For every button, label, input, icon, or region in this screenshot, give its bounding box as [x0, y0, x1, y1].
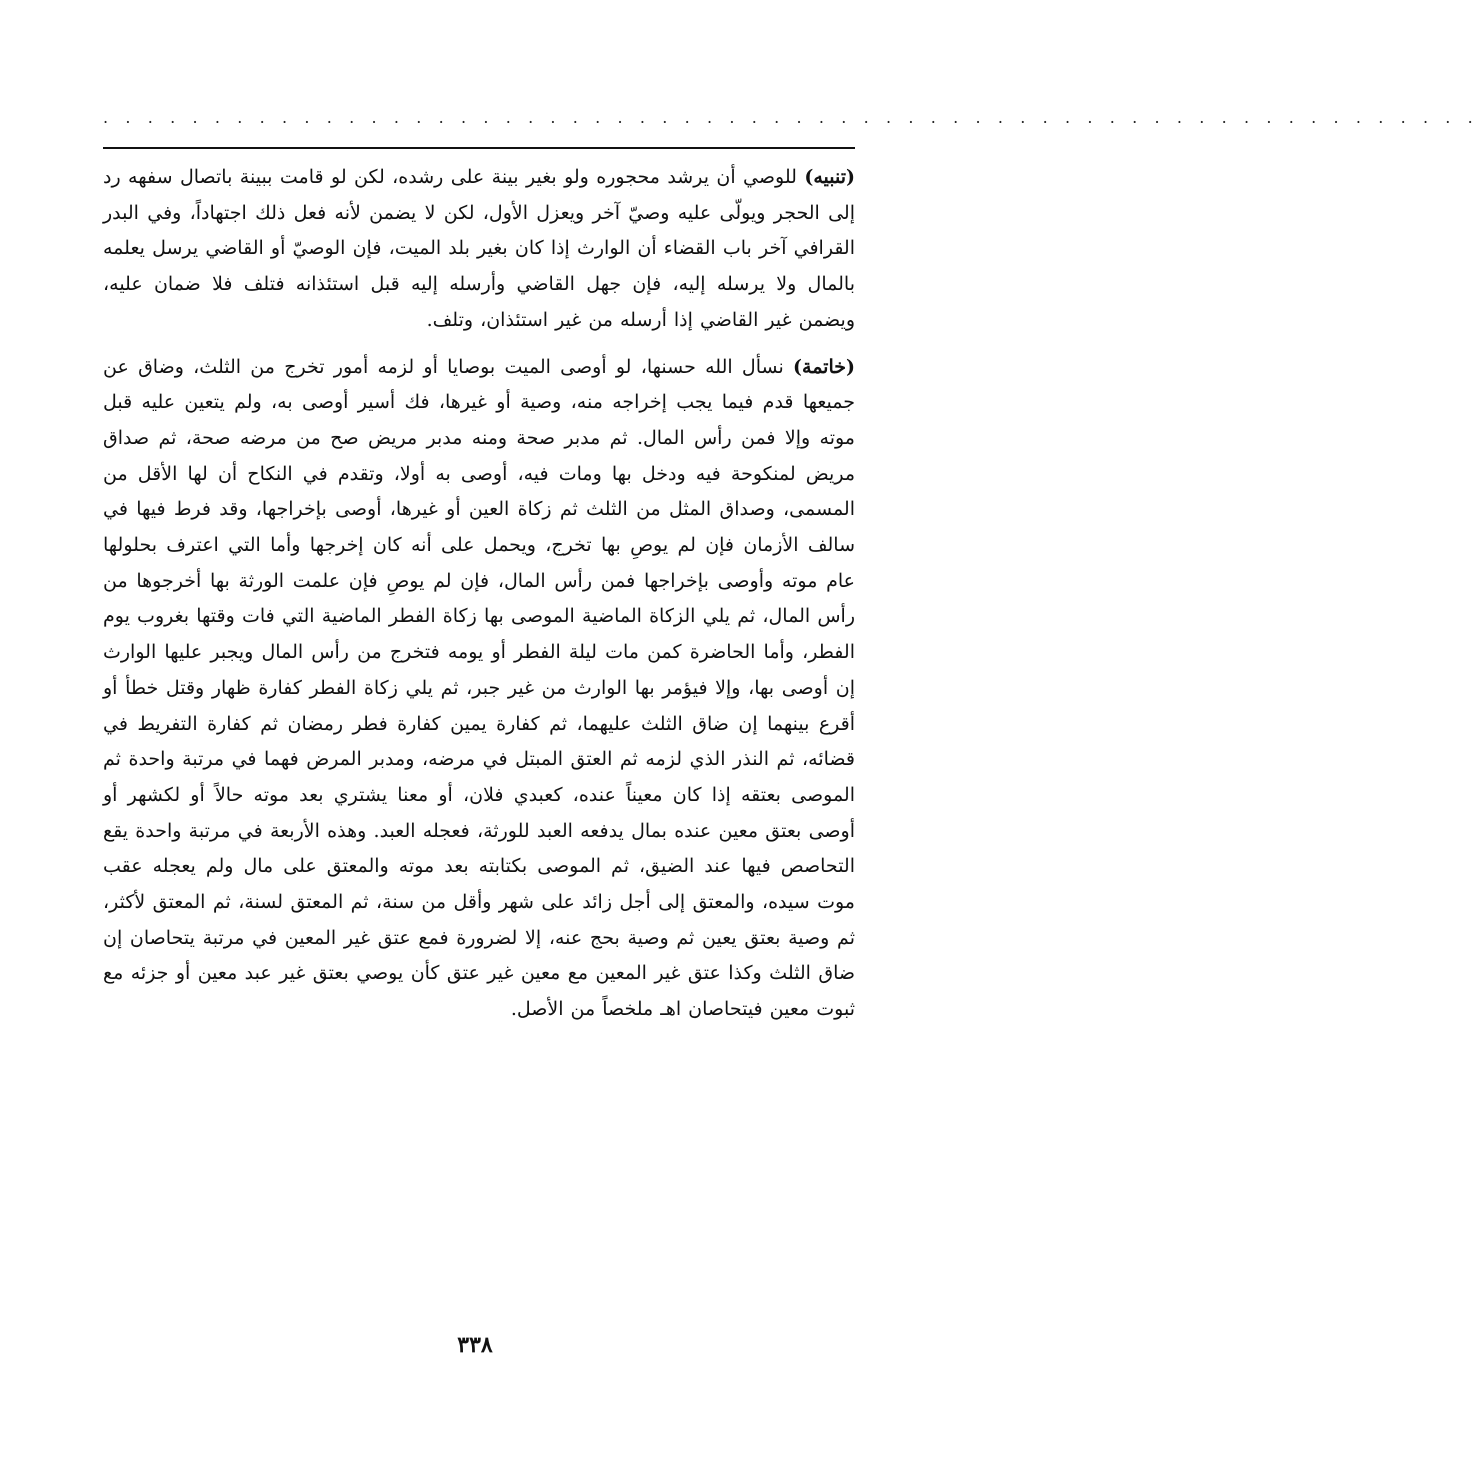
header-rule [103, 147, 855, 149]
note-paragraph [103, 160, 855, 339]
conclusion-paragraph [103, 350, 855, 1028]
page-number: ٣٣٨ [457, 1332, 493, 1358]
header-dotted-leader: . . . . . . . . . . . . . . . . . . . . . . . . . . . . . . . . . . . . . . . . . . . . . . . . . . . . . . . . . . . . . . [103, 108, 1479, 127]
note-heading: (تنبيه) [804, 166, 855, 188]
note-text: للوصي أن يرشد محجوره ولو بغير بينة على رشده، لكن لو قامت ببينة باتصال سفهه رد إلى الحجر ويولّى عليه وصيّ آخر ويعزل الأول، لكن لا يضمن لأنه فعل ذلك اجتهاداً، وفي البدر القرافي آخر باب القضاء أن الوارث إذا كان بغير بلد الميت، فإن الوصيّ أو القاضي يرسل يعلمه بالمال ولا يرسله إليه، فإن جهل القاضي وأرسله إليه قبل استئذانه فتلف فلا ضمان عليه، ويضمن غير القاضي إذا أرسله من غير استئذان، وتلف. [103, 166, 855, 331]
conclusion-heading: (خاتمة) [793, 355, 855, 378]
conclusion-text: نسأل الله حسنها، لو أوصى الميت بوصايا أو لزمه أمور تخرج من الثلث، وضاق عن جميعها قدم فيما يجب إخراجه منه، وصية أو غيرها، فك أسير أوصى به، ولم يتعين عليه قبل موته وإلا فمن رأس المال. ثم مدبر صحة ومنه مدبر مريض صح من مرضه صحة، ثم صداق مريض لمنكوحة فيه ودخل بها ومات فيه، أوصى به أولا، وتقدم في النكاح أن لها الأقل من المسمى، وصداق المثل من الثلث ثم زكاة العين أو غيرها، أوصى بإخراجها، وقد فرط فيها في سالف الأزمان فإن لم يوصِ بها تخرج، ويحمل على أنه كان إخرجها وأما التي اعترف بحلولها عام موته وأوصى بإخراجها فمن رأس المال، فإن لم يوصِ فإن علمت الورثة بها أخرجوها من رأس المال، ثم يلي الزكاة الماضية الموصى بها زكاة الفطر الماضية التي فات وقتها بغروب يوم الفطر، وأما الحاضرة كمن مات ليلة الفطر أو يومه فتخرج من رأس المال ويجبر عليها الوارث إن أوصى بها، وإلا فيؤمر بها الوارث من غير جبر، ثم يلي زكاة الفطر كفارة ظهار وقتل خطأ أو أقرع بينهما إن ضاق الثلث عليهما، ثم كفارة يمين كفارة فطر رمضان ثم كفارة التفريط في قضائه، ثم النذر الذي لزمه ثم العتق المبتل في مرضه، ومدبر المرض فهما في مرتبة واحدة ثم الموصى بعتقه إذا كان معيناً عنده، كعبدي فلان، أو معنا يشتري بعد موته حالاً أو لكشهر أو أوصى بعتق معين عنده بمال يدفعه العبد للورثة، فعجله العبد. وهذه الأربعة في مرتبة واحدة يقع التحاصص فيها عند الضيق، ثم الموصى بكتابته بعد موته والمعتق على مال ولم يعجله عقب موت سيده، والمعتق إلى أجل زائد على شهر وأقل من سنة، ثم المعتق لسنة، ثم المعتق لأكثر، ثم وصية بعتق يعين ثم وصية بحج عنه، إلا لضرورة فمع عتق غير المعين في مرتبة يتحاصان إن ضاق الثلث وكذا عتق غير المعين مع معين غير عتق كأن يوصي بعتق غير عبد معين أو جزئه مع ثبوت معين فيتحاصان اهـ ملخصاً من الأصل. [103, 355, 855, 1021]
main-text [103, 160, 855, 1028]
